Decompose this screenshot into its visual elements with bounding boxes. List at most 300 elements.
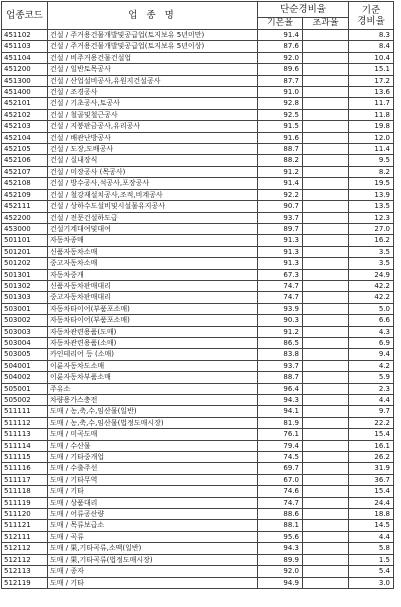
row-name: 도매 / 곡류: [48, 531, 258, 542]
row-name: 중고자동차소매: [48, 258, 258, 269]
row-standard-rate: 19.5: [349, 178, 394, 189]
row-basic-rate: 87.7: [258, 75, 303, 86]
row-basic-rate: 94.3: [258, 395, 303, 406]
table-row: [2, 223, 394, 234]
row-name: 자동차관련용품(소매): [48, 337, 258, 348]
row-name: 도매 / 기타중개업: [48, 452, 258, 463]
row-name: 도매 / 果,기타곡류(법정도매시장): [48, 554, 258, 565]
row-excess-rate: [303, 383, 349, 394]
row-standard-rate: 42.2: [349, 280, 394, 291]
table-row: [2, 132, 394, 143]
row-name: 이륜자동차부품소매: [48, 372, 258, 383]
row-code: 512112: [2, 554, 48, 565]
table-row: [2, 201, 394, 212]
row-excess-rate: [303, 201, 349, 212]
row-excess-rate: [303, 246, 349, 257]
row-code: 511119: [2, 497, 48, 508]
row-standard-rate: 3.5: [349, 258, 394, 269]
row-code: 501202: [2, 258, 48, 269]
row-code: 452105: [2, 144, 48, 155]
row-name: 도매 / 미곡도매: [48, 429, 258, 440]
row-name: 건설 / 방수공사,석공사,포장공사: [48, 178, 258, 189]
row-standard-rate: 4.4: [349, 395, 394, 406]
table-row: [2, 87, 394, 98]
row-code: 503001: [2, 303, 48, 314]
row-code: 512119: [2, 577, 48, 588]
row-standard-rate: 5.8: [349, 543, 394, 554]
row-basic-rate: 89.9: [258, 554, 303, 565]
row-code: 452104: [2, 132, 48, 143]
table-row: [2, 452, 394, 463]
row-code: 511115: [2, 452, 48, 463]
row-excess-rate: [303, 554, 349, 565]
row-basic-rate: 91.2: [258, 326, 303, 337]
row-excess-rate: [303, 64, 349, 75]
row-excess-rate: [303, 543, 349, 554]
table-row: [2, 349, 394, 360]
row-code: 511117: [2, 474, 48, 485]
row-name: 신품자동차판매대리: [48, 280, 258, 291]
row-excess-rate: [303, 189, 349, 200]
row-name: 도매 / 상품대리: [48, 497, 258, 508]
table-row: [2, 509, 394, 520]
row-excess-rate: [303, 166, 349, 177]
row-excess-rate: [303, 349, 349, 360]
table-row: [2, 395, 394, 406]
row-standard-rate: 17.2: [349, 75, 394, 86]
row-excess-rate: [303, 372, 349, 383]
table-row: [2, 554, 394, 565]
row-code: 504002: [2, 372, 48, 383]
row-standard-rate: 8.2: [349, 166, 394, 177]
row-basic-rate: 74.7: [258, 497, 303, 508]
header-standard-rate: [349, 2, 394, 30]
row-standard-rate: 9.4: [349, 349, 394, 360]
table-row: [2, 144, 394, 155]
row-excess-rate: [303, 520, 349, 531]
row-excess-rate: [303, 121, 349, 132]
row-name: 건설 / 비주거용건물건설업: [48, 52, 258, 63]
row-excess-rate: [303, 280, 349, 291]
row-standard-rate: 13.6: [349, 87, 394, 98]
row-excess-rate: [303, 417, 349, 428]
header-simple-rate: 단순경비율: [258, 2, 349, 18]
table-row: [2, 337, 394, 348]
row-standard-rate: 26.2: [349, 452, 394, 463]
row-code: 511116: [2, 463, 48, 474]
table-row: [2, 280, 394, 291]
table-row: [2, 531, 394, 542]
row-standard-rate: 3.0: [349, 577, 394, 588]
table-row: [2, 52, 394, 63]
row-name: 자동차종매: [48, 235, 258, 246]
row-basic-rate: 93.9: [258, 303, 303, 314]
table-row: [2, 406, 394, 417]
row-name: 도매 / 종자: [48, 566, 258, 577]
row-code: 511114: [2, 440, 48, 451]
row-name: 도매 / 기타: [48, 577, 258, 588]
row-basic-rate: 79.4: [258, 440, 303, 451]
row-basic-rate: 91.5: [258, 121, 303, 132]
row-code: 503004: [2, 337, 48, 348]
table-row: [2, 166, 394, 177]
table-row: [2, 246, 394, 257]
row-basic-rate: 91.3: [258, 258, 303, 269]
row-excess-rate: [303, 360, 349, 371]
row-basic-rate: 92.5: [258, 109, 303, 120]
row-name: 건설 / 기초공사,토공사: [48, 98, 258, 109]
row-basic-rate: 94.3: [258, 543, 303, 554]
row-code: 452111: [2, 201, 48, 212]
table-row: [2, 75, 394, 86]
header-basic-rate: 기본율: [258, 18, 303, 30]
row-standard-rate: 1.5: [349, 554, 394, 565]
row-standard-rate: 31.9: [349, 463, 394, 474]
row-basic-rate: 69.7: [258, 463, 303, 474]
row-excess-rate: [303, 509, 349, 520]
row-standard-rate: 4.4: [349, 531, 394, 542]
row-name: 도매 / 기타: [48, 486, 258, 497]
row-name: 건설기계대여및대여: [48, 223, 258, 234]
row-name: 건설 / 배관난방공사: [48, 132, 258, 143]
row-name: 자동차타이어(부품포소매): [48, 315, 258, 326]
row-basic-rate: 81.9: [258, 417, 303, 428]
row-standard-rate: 15.4: [349, 486, 394, 497]
row-excess-rate: [303, 326, 349, 337]
table-row: [2, 178, 394, 189]
table-row: [2, 189, 394, 200]
row-standard-rate: 11.7: [349, 98, 394, 109]
row-name: 건설 / 일반토목공사: [48, 64, 258, 75]
row-basic-rate: 90.3: [258, 315, 303, 326]
row-name: 도매 / 농,축,수,임산물(법정도매시장): [48, 417, 258, 428]
row-basic-rate: 91.4: [258, 30, 303, 41]
row-name: 자동차중개: [48, 269, 258, 280]
row-standard-rate: 3.5: [349, 246, 394, 257]
row-excess-rate: [303, 474, 349, 485]
row-code: 451103: [2, 41, 48, 52]
row-excess-rate: [303, 223, 349, 234]
row-excess-rate: [303, 98, 349, 109]
row-name: 건설 / 조경공사: [48, 87, 258, 98]
row-standard-rate: 15.1: [349, 64, 394, 75]
row-code: 452200: [2, 212, 48, 223]
table-row: [2, 486, 394, 497]
row-code: 501101: [2, 235, 48, 246]
row-name: 도매 / 목류보급소: [48, 520, 258, 531]
row-code: 503003: [2, 326, 48, 337]
row-code: 451200: [2, 64, 48, 75]
row-code: 452102: [2, 109, 48, 120]
row-name: 도매 / 수출주선: [48, 463, 258, 474]
header-excess-rate: 초과율: [303, 18, 349, 30]
row-standard-rate: 9.5: [349, 155, 394, 166]
table-row: [2, 212, 394, 223]
row-name: 중고자동차판매대리: [48, 292, 258, 303]
row-excess-rate: [303, 463, 349, 474]
table-row: [2, 315, 394, 326]
row-standard-rate: 24.4: [349, 497, 394, 508]
row-standard-rate: 16.1: [349, 440, 394, 451]
row-code: 511118: [2, 486, 48, 497]
row-basic-rate: 92.8: [258, 98, 303, 109]
row-excess-rate: [303, 292, 349, 303]
table-row: [2, 360, 394, 371]
row-name: 도매 / 농,축,수,임산물(일반): [48, 406, 258, 417]
row-code: 512112: [2, 543, 48, 554]
row-code: 505002: [2, 395, 48, 406]
row-name: 카인테리어 등 (소매): [48, 349, 258, 360]
row-name: 신품자동차소매: [48, 246, 258, 257]
row-basic-rate: 91.3: [258, 246, 303, 257]
row-name: 건설 / 지붕판금공사,유리공사: [48, 121, 258, 132]
row-code: 451104: [2, 52, 48, 63]
row-code: 451300: [2, 75, 48, 86]
row-code: 501302: [2, 280, 48, 291]
row-standard-rate: 15.4: [349, 429, 394, 440]
row-excess-rate: [303, 429, 349, 440]
row-name: 건설 / 도장,도배공사: [48, 144, 258, 155]
row-name: 도매 / 果,기타곡류,소맥(일반): [48, 543, 258, 554]
table-row: [2, 109, 394, 120]
row-basic-rate: 67.0: [258, 474, 303, 485]
row-standard-rate: 22.2: [349, 417, 394, 428]
row-standard-rate: 4.2: [349, 360, 394, 371]
row-standard-rate: 42.2: [349, 292, 394, 303]
table-row: [2, 383, 394, 394]
row-code: 503002: [2, 315, 48, 326]
row-code: 511120: [2, 509, 48, 520]
row-basic-rate: 91.2: [258, 166, 303, 177]
table-row: [2, 543, 394, 554]
row-code: 452108: [2, 178, 48, 189]
table-row: [2, 303, 394, 314]
row-basic-rate: 87.6: [258, 41, 303, 52]
row-standard-rate: 12.0: [349, 132, 394, 143]
table-body: [2, 30, 394, 589]
row-basic-rate: 88.6: [258, 509, 303, 520]
row-code: 451400: [2, 87, 48, 98]
row-standard-rate: 16.2: [349, 235, 394, 246]
row-basic-rate: 90.7: [258, 201, 303, 212]
table-row: [2, 30, 394, 41]
row-excess-rate: [303, 75, 349, 86]
row-basic-rate: 74.6: [258, 486, 303, 497]
row-code: 451102: [2, 30, 48, 41]
table-row: [2, 474, 394, 485]
row-excess-rate: [303, 235, 349, 246]
row-code: 501303: [2, 292, 48, 303]
row-standard-rate: 36.7: [349, 474, 394, 485]
row-basic-rate: 83.8: [258, 349, 303, 360]
row-basic-rate: 89.7: [258, 223, 303, 234]
row-excess-rate: [303, 109, 349, 120]
row-standard-rate: 13.5: [349, 201, 394, 212]
table-row: [2, 326, 394, 337]
row-standard-rate: 5.4: [349, 566, 394, 577]
row-excess-rate: [303, 303, 349, 314]
row-basic-rate: 92.2: [258, 189, 303, 200]
row-standard-rate: 6.9: [349, 337, 394, 348]
row-name: 자동차타이어(부품포소매): [48, 303, 258, 314]
row-excess-rate: [303, 178, 349, 189]
row-code: 505001: [2, 383, 48, 394]
row-name: 도매 / 수산물: [48, 440, 258, 451]
row-standard-rate: 5.0: [349, 303, 394, 314]
table-row: [2, 64, 394, 75]
row-standard-rate: 2.3: [349, 383, 394, 394]
row-basic-rate: 88.7: [258, 372, 303, 383]
rate-table: [1, 1, 394, 589]
row-basic-rate: 88.7: [258, 144, 303, 155]
row-name: 건설 / 주거용건물개발및공급업(토지보유 5년미만): [48, 30, 258, 41]
row-code: 504001: [2, 360, 48, 371]
table-row: [2, 235, 394, 246]
row-name: 건설 / 전문건설하도급: [48, 212, 258, 223]
row-name: 도매 / 기타무역: [48, 474, 258, 485]
row-basic-rate: 88.2: [258, 155, 303, 166]
row-basic-rate: 95.6: [258, 531, 303, 542]
row-name: 건설 / 철골및철근공사: [48, 109, 258, 120]
row-code: 503005: [2, 349, 48, 360]
row-standard-rate: 8.3: [349, 30, 394, 41]
row-name: 자동차관련용품(도매): [48, 326, 258, 337]
row-standard-rate: 8.4: [349, 41, 394, 52]
row-code: 501201: [2, 246, 48, 257]
row-name: 차량용가스충전: [48, 395, 258, 406]
row-basic-rate: 93.7: [258, 212, 303, 223]
row-standard-rate: 14.5: [349, 520, 394, 531]
row-excess-rate: [303, 269, 349, 280]
table-row: [2, 566, 394, 577]
row-excess-rate: [303, 41, 349, 52]
row-excess-rate: [303, 497, 349, 508]
row-code: 452103: [2, 121, 48, 132]
table-row: [2, 121, 394, 132]
row-basic-rate: 76.1: [258, 429, 303, 440]
table-row: [2, 269, 394, 280]
row-basic-rate: 91.4: [258, 178, 303, 189]
table-row: [2, 440, 394, 451]
row-code: 453000: [2, 223, 48, 234]
table-row: [2, 520, 394, 531]
row-name: 주유소: [48, 383, 258, 394]
row-basic-rate: 88.1: [258, 520, 303, 531]
row-name: 건설 / 미장공사 (목공사): [48, 166, 258, 177]
row-code: 452107: [2, 166, 48, 177]
table-row: [2, 577, 394, 588]
row-excess-rate: [303, 452, 349, 463]
row-code: 512111: [2, 531, 48, 542]
row-excess-rate: [303, 144, 349, 155]
row-code: 511113: [2, 429, 48, 440]
row-excess-rate: [303, 337, 349, 348]
row-basic-rate: 86.5: [258, 337, 303, 348]
header-standard-rate-line2: 경비율: [357, 15, 385, 27]
row-standard-rate: 6.6: [349, 315, 394, 326]
row-basic-rate: 93.7: [258, 360, 303, 371]
table-row: [2, 372, 394, 383]
row-basic-rate: 89.6: [258, 64, 303, 75]
row-excess-rate: [303, 30, 349, 41]
row-excess-rate: [303, 132, 349, 143]
row-code: 452106: [2, 155, 48, 166]
row-standard-rate: 13.9: [349, 189, 394, 200]
row-code: 511112: [2, 417, 48, 428]
row-basic-rate: 67.3: [258, 269, 303, 280]
table-header: [2, 2, 394, 30]
table-row: [2, 292, 394, 303]
row-standard-rate: 19.8: [349, 121, 394, 132]
rate-table-sheet: [1, 1, 393, 589]
row-code: 511111: [2, 406, 48, 417]
row-code: 452109: [2, 189, 48, 200]
table-row: [2, 417, 394, 428]
row-code: 452101: [2, 98, 48, 109]
table-row: [2, 497, 394, 508]
row-basic-rate: 74.7: [258, 292, 303, 303]
row-standard-rate: 11.4: [349, 144, 394, 155]
row-excess-rate: [303, 212, 349, 223]
row-basic-rate: 94.1: [258, 406, 303, 417]
row-basic-rate: 94.9: [258, 577, 303, 588]
row-standard-rate: 10.4: [349, 52, 394, 63]
row-code: 512113: [2, 566, 48, 577]
row-basic-rate: 91.3: [258, 235, 303, 246]
header-code: 업종코드: [2, 2, 48, 30]
row-excess-rate: [303, 87, 349, 98]
row-code: 501301: [2, 269, 48, 280]
row-excess-rate: [303, 531, 349, 542]
row-excess-rate: [303, 406, 349, 417]
row-basic-rate: 74.7: [258, 280, 303, 291]
table-row: [2, 155, 394, 166]
row-code: 511121: [2, 520, 48, 531]
header-standard-rate-line1: 기준: [361, 4, 381, 16]
row-standard-rate: 18.8: [349, 509, 394, 520]
row-standard-rate: 27.0: [349, 223, 394, 234]
row-excess-rate: [303, 395, 349, 406]
row-basic-rate: 96.4: [258, 383, 303, 394]
row-name: 도매 / 어류공산량: [48, 509, 258, 520]
row-basic-rate: 91.6: [258, 132, 303, 143]
row-name: 건설 / 산업설비공사,유원지건설공사: [48, 75, 258, 86]
row-standard-rate: 4.3: [349, 326, 394, 337]
row-excess-rate: [303, 440, 349, 451]
row-excess-rate: [303, 258, 349, 269]
row-basic-rate: 74.5: [258, 452, 303, 463]
row-name: 건설 / 철강재설치공사,조적,비계공사: [48, 189, 258, 200]
row-excess-rate: [303, 577, 349, 588]
row-excess-rate: [303, 52, 349, 63]
row-basic-rate: 91.0: [258, 87, 303, 98]
table-row: [2, 429, 394, 440]
row-excess-rate: [303, 566, 349, 577]
table-row: [2, 258, 394, 269]
row-excess-rate: [303, 486, 349, 497]
row-name: 건설 / 상하수도설비및시설물유지공사: [48, 201, 258, 212]
row-excess-rate: [303, 155, 349, 166]
row-standard-rate: 5.9: [349, 372, 394, 383]
row-basic-rate: 92.0: [258, 52, 303, 63]
row-standard-rate: 24.9: [349, 269, 394, 280]
row-name: 이륜자동차도소매: [48, 360, 258, 371]
row-excess-rate: [303, 315, 349, 326]
header-name: 업 종 명: [48, 2, 258, 30]
table-row: [2, 41, 394, 52]
table-row: [2, 98, 394, 109]
row-name: 건설 / 실내장식: [48, 155, 258, 166]
